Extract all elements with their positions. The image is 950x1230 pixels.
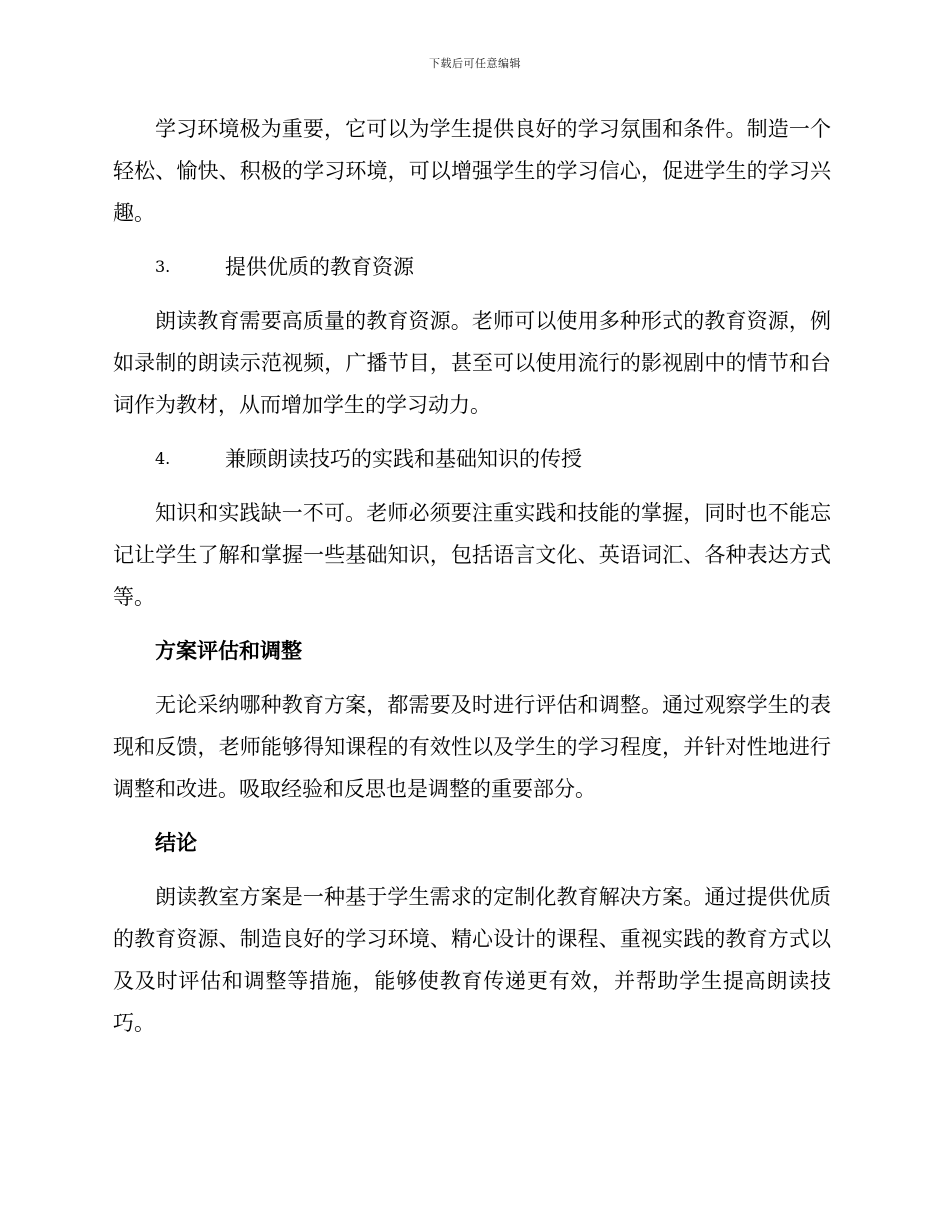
paragraph-learning-environment: 学习环境极为重要，它可以为学生提供良好的学习氛围和条件。制造一个轻松、愉快、积极的学习环境，可以增强学生的学习信心，促进学生的学习兴趣。: [113, 117, 831, 225]
paragraph-conclusion: 朗读教室方案是一种基于学生需求的定制化教育解决方案。通过提供优质的教育资源、制造良好的学习环境、精心设计的课程、重视实践的教育方式以及及时评估和调整等措施，能够使教育传递更有效，并帮助学生提高朗读技巧。: [113, 885, 831, 1035]
section-heading-conclusion: 结论: [155, 831, 197, 855]
section-heading-evaluation: 方案评估和调整: [155, 639, 302, 663]
list-item-3: [113, 246, 831, 288]
paragraph-education-resources: 朗读教育需要高质量的教育资源。老师可以使用多种形式的教育资源，例如录制的朗读示范视频，广播节目，甚至可以使用流行的影视剧中的情节和台词作为教材，从而增加学生的学习动力。: [113, 309, 831, 417]
list-item-text: 提供优质的教育资源: [225, 255, 414, 279]
list-item-4: [113, 438, 831, 480]
list-number: 3.: [155, 257, 171, 276]
paragraph-knowledge-practice: 知识和实践缺一不可。老师必须要注重实践和技能的掌握，同时也不能忘记让学生了解和掌握一些基础知识，包括语言文化、英语词汇、各种表达方式等。: [113, 501, 831, 609]
list-item-text: 兼顾朗读技巧的实践和基础知识的传授: [225, 447, 582, 471]
paragraph-evaluation: 无论采纳哪种教育方案，都需要及时进行评估和调整。通过观察学生的表现和反馈，老师能够得知课程的有效性以及学生的学习程度，并针对性地进行调整和改进。吸取经验和反思也是调整的重要部分。: [113, 693, 831, 801]
list-number: 4.: [155, 449, 171, 468]
page-header: 下载后可任意编辑: [429, 57, 521, 70]
document-body: [113, 108, 831, 1056]
